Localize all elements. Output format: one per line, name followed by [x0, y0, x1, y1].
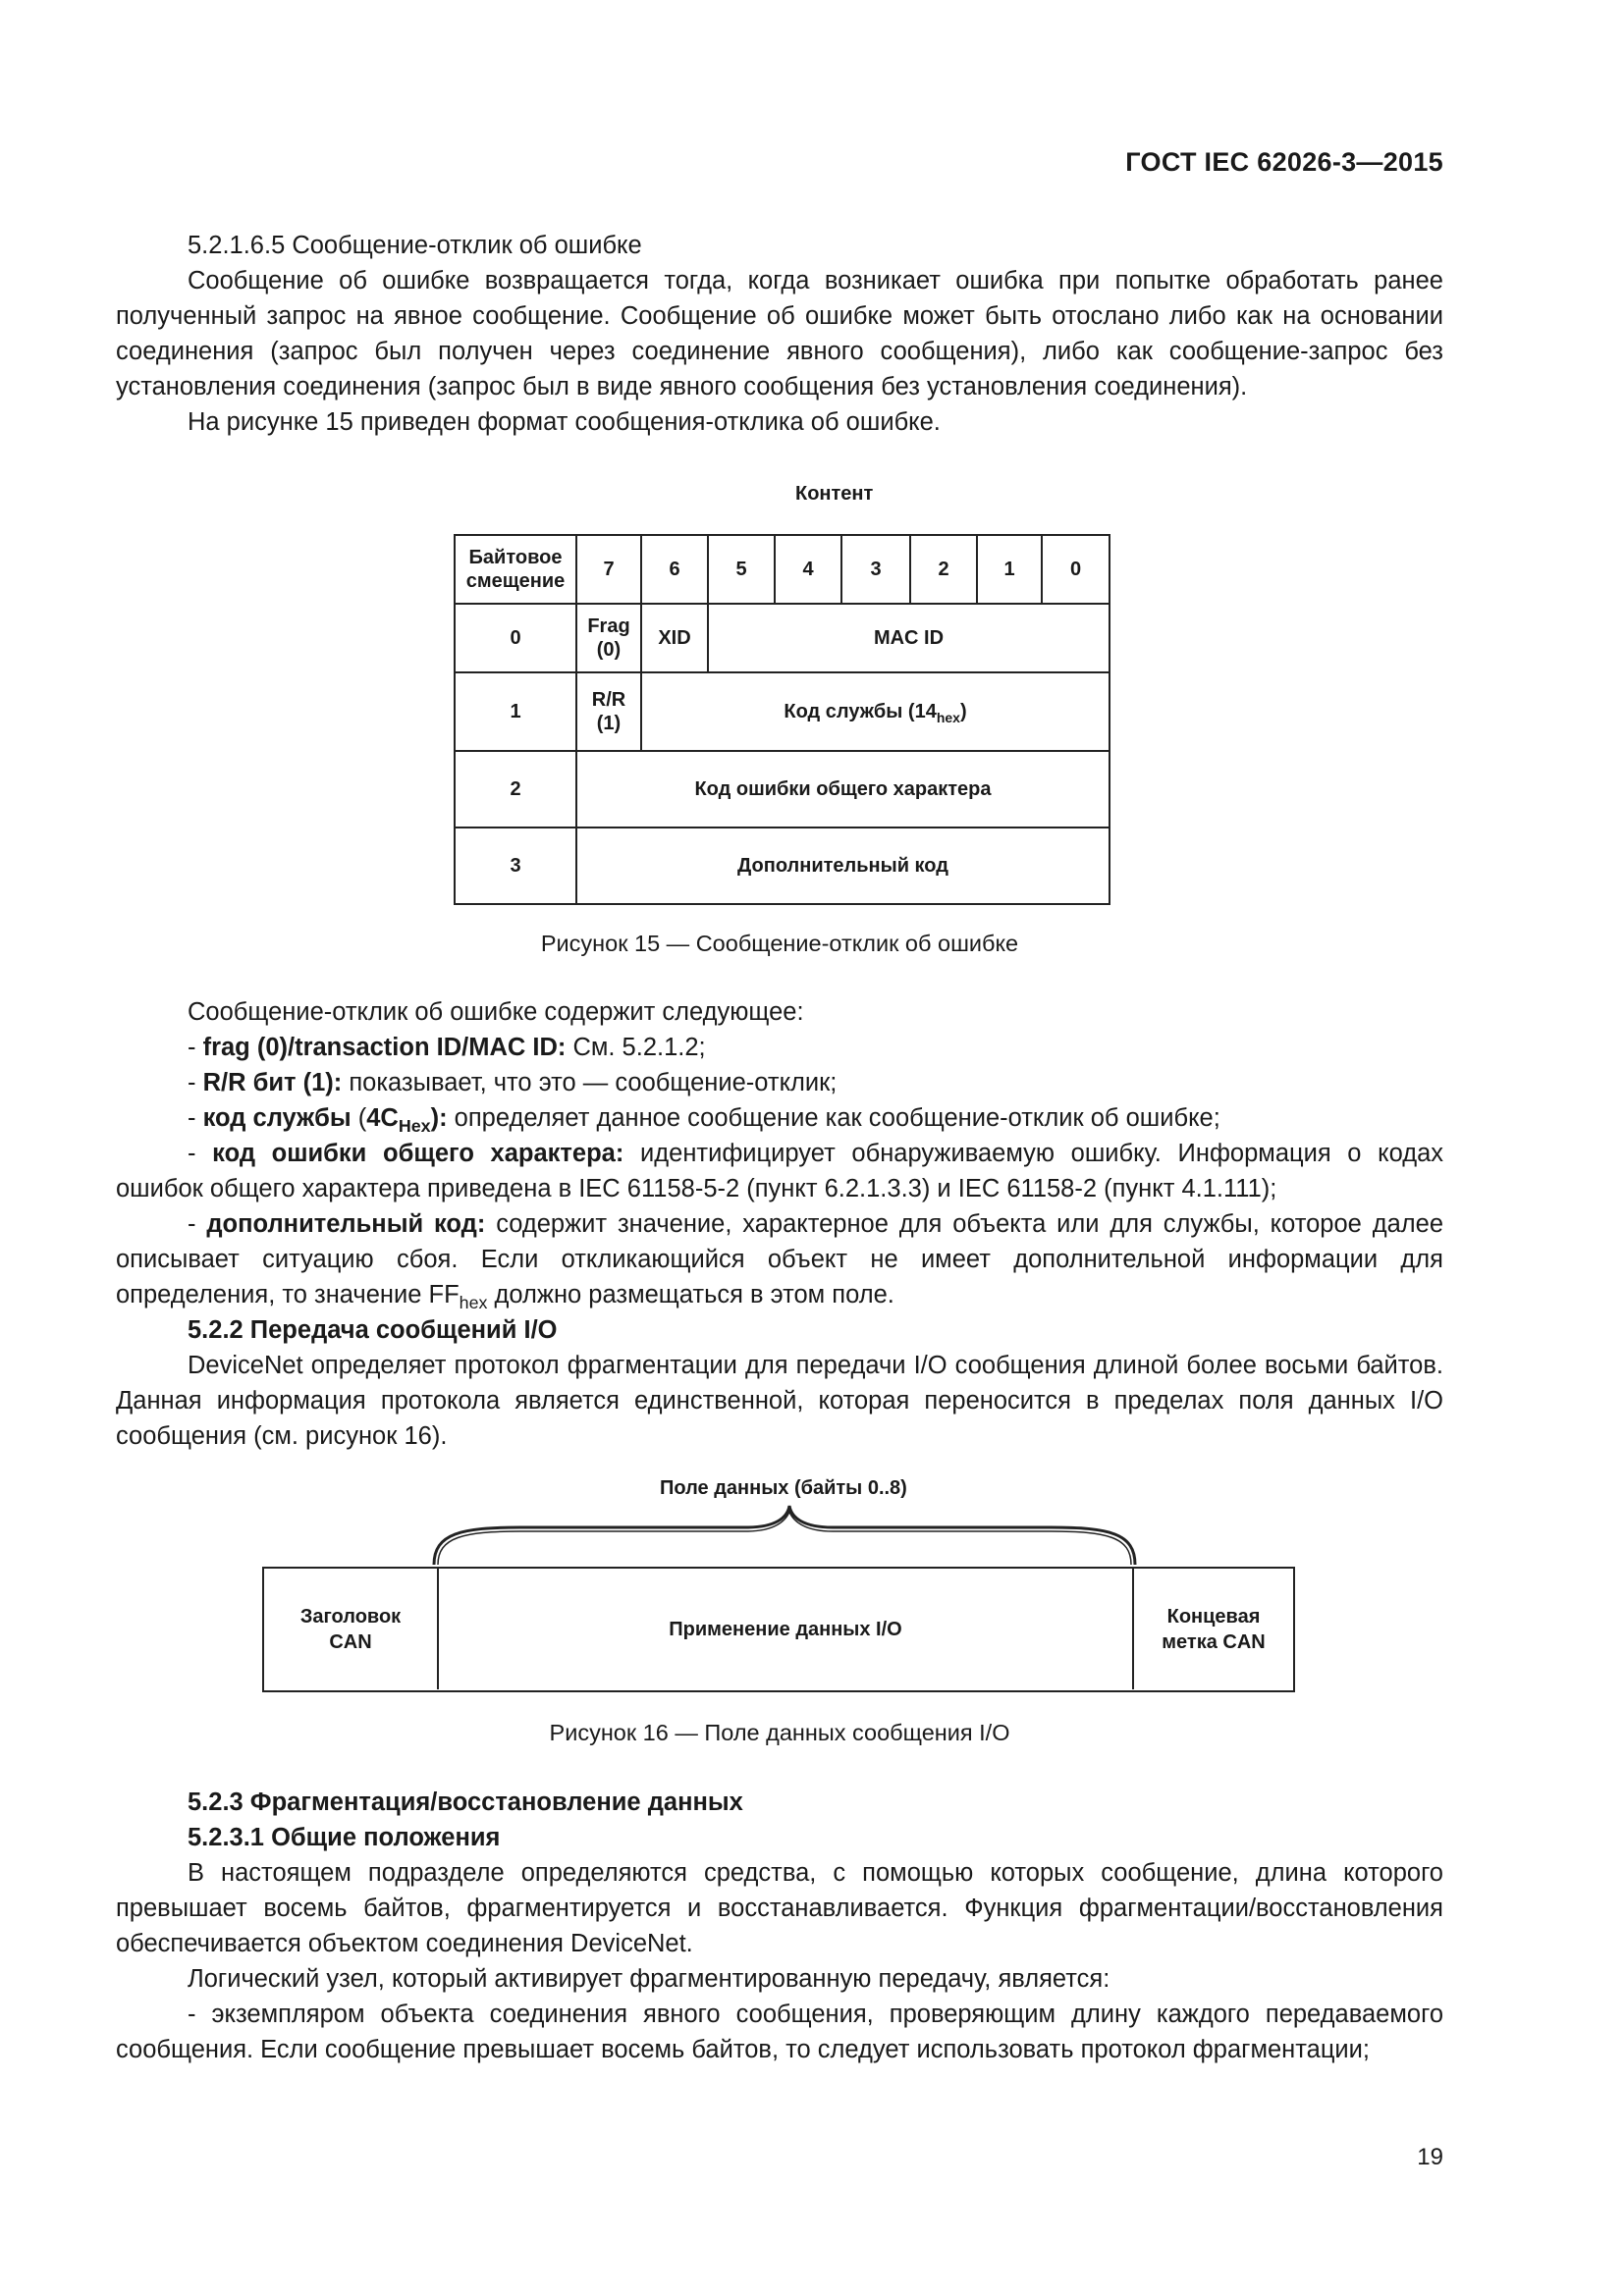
- list-item: - код ошибки общего характера: идентифицирует обнаруживаемую ошибку. Информация о кодах ошибок общего характера приведена в IEC 61158-5-2 (пункт 6.2.1.3.3) и IEC 61158-2 (пункт 4.1.111);: [116, 1140, 1444, 1202]
- service-code-subscript: hex: [936, 709, 960, 725]
- item-text: определяет данное сообщение как сообщение-отклик об ошибке;: [447, 1104, 1220, 1132]
- item-term: R/R бит (1):: [202, 1069, 343, 1096]
- bit-header: 1: [977, 535, 1042, 604]
- figure15-top-label: Контент: [795, 483, 874, 505]
- bit-header: 3: [841, 535, 910, 604]
- item-text: должно размещаться в этом поле.: [487, 1281, 894, 1308]
- service-code-label: Код службы (14: [784, 701, 937, 722]
- contents-intro: Сообщение-отклик об ошибке содержит следующее:: [188, 998, 804, 1026]
- general-error-code-cell: Код ошибки общего характера: [576, 751, 1110, 828]
- section-heading: 5.2.2 Передача сообщений I/O: [188, 1316, 558, 1344]
- list-item: - дополнительный код: содержит значение, характерное для объекта или для службы, которое далее описывает ситуацию сбоя. Если откликающийся объект не имеет дополнительной информации для определения, то значение $FF_{hex}$ должно размещаться в этом поле.: [116, 1210, 1444, 1313]
- offset-cell: 0: [455, 604, 576, 672]
- paragraph: На рисунке 15 приведен формат сообщения-отклика об ошибке.: [188, 408, 941, 436]
- section-523: [116, 1785, 1443, 2067]
- section-heading: 5.2.1.6.5 Сообщение-отклик об ошибке: [188, 232, 642, 259]
- item-term: frag (0)/transaction ID/MAC ID:: [202, 1034, 567, 1061]
- can-header-label: Заголовок CAN: [299, 1605, 402, 1653]
- section-subheading: 5.2.3.1 Общие положения: [188, 1824, 501, 1851]
- xid-cell: XID: [641, 604, 708, 672]
- can-trailer-label: Концевая метка CAN: [1162, 1605, 1266, 1653]
- paragraph: Логический узел, который активирует фрагментированную передачу, является:: [188, 1965, 1110, 1993]
- table-header-row: [455, 535, 1110, 604]
- paragraph: DeviceNet определяет протокол фрагментации для передачи I/O сообщения длиной более восьми байтов. Данная информация протокола является единственной, которая переносится в пределах поля данных I/O сообщения (см. рисунок 16).: [116, 1352, 1443, 1450]
- item-text: (: [351, 1104, 367, 1132]
- frag-cell: Frag (0): [576, 604, 641, 672]
- io-data-cell: [439, 1569, 1134, 1689]
- can-header-cell: [264, 1569, 439, 1689]
- error-response-format-table: [454, 534, 1110, 905]
- can-trailer-cell: [1135, 1569, 1292, 1689]
- item-text: показывает, что это — сообщение-отклик;: [342, 1069, 838, 1096]
- item-text: содержит значение, характерное для объекта или для службы, которое далее описывает ситуацию сбоя. Если откликающийся объект не имеет дополнительной информации для определения, то значение FF: [116, 1210, 1444, 1308]
- item-term: 4C: [366, 1104, 399, 1132]
- table-row: [455, 828, 1110, 904]
- curly-brace-icon: [432, 1504, 1139, 1567]
- figure16-top-label: Поле данных (байты 0..8): [660, 1477, 907, 1499]
- offset-header: Байтовое смещение: [455, 535, 576, 604]
- section-52165: [116, 228, 1443, 440]
- item-term: дополнительный код:: [206, 1210, 486, 1238]
- item-term: код ошибки общего характера:: [212, 1140, 624, 1167]
- bit-header: 4: [775, 535, 841, 604]
- bit-header: 7: [576, 535, 641, 604]
- list-item: - R/R бит (1): показывает, что это — сообщение-отклик;: [188, 1069, 838, 1096]
- item-term: код службы: [202, 1104, 352, 1132]
- contents-block: [116, 994, 1443, 1454]
- offset-cell: 2: [455, 751, 576, 828]
- service-code-cell: [641, 672, 1110, 751]
- paragraph: Сообщение об ошибке возвращается тогда, когда возникает ошибка при попытке обработать ранее полученный запрос на явное сообщение. Сообщение об ошибке может быть отослано либо как на основании соединения (запрос был получен через соединение явного сообщения), либо как сообщение-запрос без установления соединения (запрос был в виде явного сообщения без установления соединения).: [116, 267, 1443, 400]
- offset-cell: 3: [455, 828, 576, 904]
- table-row: [455, 672, 1110, 751]
- mac-id-cell: MAC ID: [708, 604, 1110, 672]
- io-data-label: Применение данных I/O: [669, 1618, 902, 1640]
- rr-cell: R/R (1): [576, 672, 641, 751]
- list-item: - frag (0)/transaction ID/MAC ID: См. 5.2.1.2;: [188, 1034, 706, 1061]
- offset-cell: 1: [455, 672, 576, 751]
- item-text: идентифицирует обнаруживаемую ошибку. Информация о кодах ошибок общего характера приведена в IEC 61158-5-2 (пункт 6.2.1.3.3) и IEC 61158-2 (пункт 4.1.111);: [116, 1140, 1444, 1202]
- list-item: - код службы $(4C_{Hex})$: определяет данное сообщение как сообщение-отклик об ошибке;: [188, 1104, 1220, 1137]
- document-standard-id: ГОСТ IEC 62026-3—2015: [1125, 147, 1443, 177]
- service-code-tail: ): [959, 701, 967, 722]
- item-term: ):: [430, 1104, 448, 1132]
- table-row: [455, 751, 1110, 828]
- section-heading: 5.2.3 Фрагментация/восстановление данных: [188, 1789, 743, 1816]
- item-text: См. 5.2.1.2;: [566, 1034, 706, 1061]
- page-number: 19: [1417, 2144, 1443, 2170]
- item-subscript: Hex: [398, 1116, 431, 1137]
- additional-code-cell: Дополнительный код: [576, 828, 1110, 904]
- figure16-caption: Рисунок 16 — Поле данных сообщения I/O: [549, 1720, 1010, 1745]
- bit-header: 0: [1042, 535, 1110, 604]
- table-row: [455, 604, 1110, 672]
- figure15-caption: Рисунок 15 — Сообщение-отклик об ошибке: [540, 931, 1019, 956]
- paragraph: - экземпляром объекта соединения явного сообщения, проверяющим длину каждого передаваемого сообщения. Если сообщение превышает восемь байтов, то следует использовать протокол фрагментации;: [116, 2001, 1443, 2063]
- bit-header: 6: [641, 535, 708, 604]
- item-subscript: hex: [459, 1293, 488, 1313]
- paragraph: В настоящем подразделе определяются средства, с помощью которых сообщение, длина которого превышает восемь байтов, фрагментируется и восстанавливается. Функция фрагментации/восстановления обеспечивается объектом соединения DeviceNet.: [116, 1859, 1443, 1957]
- bit-header: 5: [708, 535, 775, 604]
- io-message-frame: [262, 1567, 1295, 1692]
- bit-header: 2: [910, 535, 977, 604]
